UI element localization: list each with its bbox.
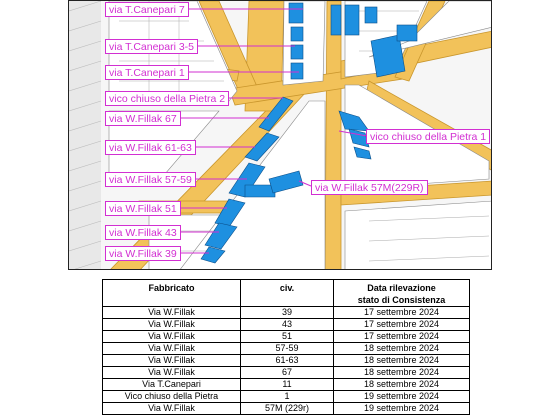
map-label-t-canepari-7: via T.Canepari 7	[105, 2, 189, 17]
cell-data: 18 settembre 2024	[334, 355, 470, 367]
cell-civ: 57M (229r)	[241, 403, 334, 415]
cell-data: 17 settembre 2024	[334, 319, 470, 331]
cell-civ: 57-59	[241, 343, 334, 355]
cell-data: 19 settembre 2024	[334, 391, 470, 403]
table-row	[103, 319, 470, 331]
table-row	[103, 331, 470, 343]
map-label-fillak-57m: via W.Fillak 57M(229R)	[311, 180, 428, 195]
cell-civ: 39	[241, 307, 334, 319]
map-label-fillak-67: via W.Fillak 67	[105, 111, 181, 126]
header-fabbricato: Fabbricato	[103, 280, 241, 307]
table-row	[103, 355, 470, 367]
map-label-fillak-51: via W.Fillak 51	[105, 201, 181, 216]
table-row	[103, 367, 470, 379]
survey-table	[102, 279, 470, 415]
cell-fabbricato: Via W.Fillak	[103, 307, 241, 319]
table-row	[103, 307, 470, 319]
table-row	[103, 379, 470, 391]
cell-data: 18 settembre 2024	[334, 379, 470, 391]
cell-civ: 51	[241, 331, 334, 343]
cell-data: 17 settembre 2024	[334, 307, 470, 319]
cell-civ: 11	[241, 379, 334, 391]
cell-data: 17 settembre 2024	[334, 331, 470, 343]
map-label-fillak-39: via W.Fillak 39	[105, 246, 181, 261]
survey-table-container	[102, 279, 469, 415]
header-data-line1: Data rilevazione	[367, 283, 436, 293]
map-label-fillak-61-63: via W.Fillak 61-63	[105, 140, 196, 155]
header-data-line2: stato di Consistenza	[357, 295, 446, 305]
cell-data: 18 settembre 2024	[334, 367, 470, 379]
cell-civ: 67	[241, 367, 334, 379]
table-row	[103, 343, 470, 355]
cell-fabbricato: Via W.Fillak	[103, 403, 241, 415]
map-label-fillak-43: via W.Fillak 43	[105, 225, 181, 240]
header-data	[334, 280, 470, 307]
cell-fabbricato: Vico chiuso della Pietra	[103, 391, 241, 403]
cell-fabbricato: Via W.Fillak	[103, 367, 241, 379]
site-map	[68, 0, 492, 270]
table-row	[103, 403, 470, 415]
cell-civ: 61-63	[241, 355, 334, 367]
cell-data: 19 settembre 2024	[334, 403, 470, 415]
table-row	[103, 391, 470, 403]
map-label-chiuso-pietra-2: vico chiuso della Pietra 2	[105, 91, 229, 106]
map-label-t-canepari-1: via T.Canepari 1	[105, 65, 189, 80]
cell-fabbricato: Via W.Fillak	[103, 319, 241, 331]
map-label-t-canepari-3-5: via T.Canepari 3-5	[105, 39, 198, 54]
map-label-chiuso-pietra-1: vico chiuso della Pietra 1	[366, 129, 490, 144]
table-header-row	[103, 280, 470, 307]
cell-fabbricato: Via T.Canepari	[103, 379, 241, 391]
map-label-fillak-57-59: via W.Fillak 57-59	[105, 172, 196, 187]
cell-civ: 43	[241, 319, 334, 331]
cell-civ: 1	[241, 391, 334, 403]
cell-fabbricato: Via W.Fillak	[103, 331, 241, 343]
header-civ: civ.	[241, 280, 334, 307]
cell-fabbricato: Via W.Fillak	[103, 355, 241, 367]
cell-fabbricato: Via W.Fillak	[103, 343, 241, 355]
cell-data: 18 settembre 2024	[334, 343, 470, 355]
